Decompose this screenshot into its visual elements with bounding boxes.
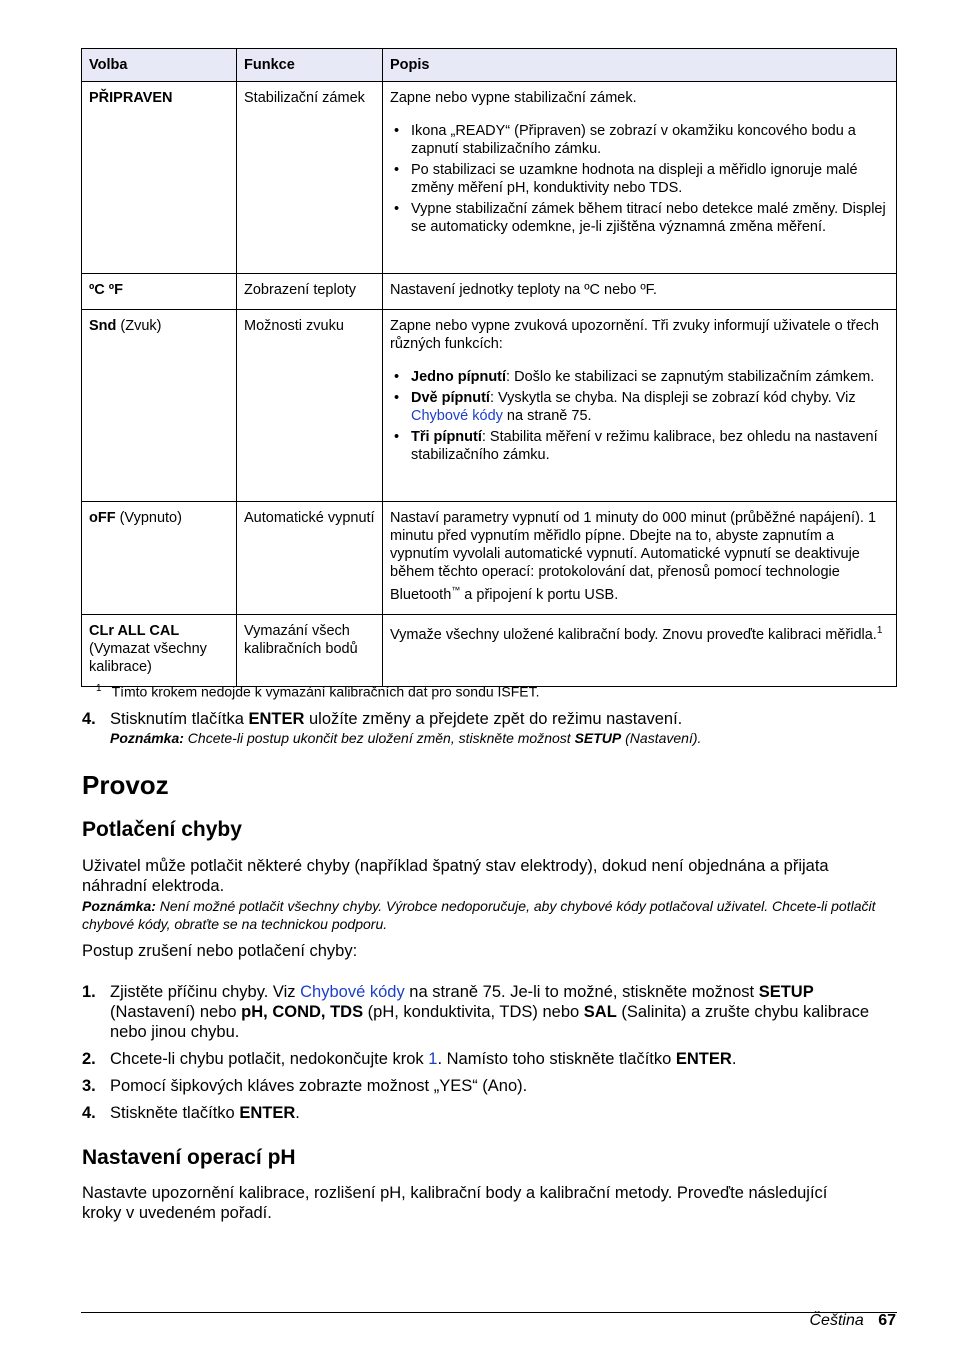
list-item: 3. Pomocí šipkových kláves zobrazte možnost „YES“ (Ano). — [82, 1077, 528, 1095]
option-name: CLr ALL CAL — [89, 622, 180, 639]
table-row: CLr ALL CAL (Vymazat všechny kalibrace) Vymazání všech kalibračních bodů Vymaže všechny uložené kalibrační body. Znovu proveďte kalibraci měřidla.$^1$ — [82, 614, 897, 686]
list-item: • Jedno pípnutí: Došlo ke stabilizaci se zapnutým stabilizačním zámkem. — [390, 368, 889, 386]
list-item: • Po stabilizaci se uzamkne hodnota na displeji a měřidlo ignoruje malé změny měření pH, konduktivity nebo TDS. — [390, 161, 889, 197]
table-header-row — [82, 49, 897, 82]
description-cell: Zapne nebo vypne stabilizační zámek. • Ikona „READY“ (Připraven) se zobrazí v okamžiku koncového bodu a zapnutí stabilizačního zámku. • Po stabilizaci se uzamkne hodnota na displeji a měřidlo ignoruje malé změny měření pH, konduktivity nebo TDS. • Vypne stabilizační zámek během titrací nebo detekce malé změny. Displej se automaticky odemkne, je-li zjištěna významná změna měření. — [383, 82, 897, 274]
header-funkce: Funkce — [237, 49, 383, 82]
list-item: • Vypne stabilizační zámek během titrací nebo detekce malé změny. Displej se automaticky odemkne, je-li zjištěna významná změna měření. — [390, 200, 889, 236]
description-cell: Zapne nebo vypne zvuková upozornění. Tři zvuky informují uživatele o třech různých funkcích: • Jedno pípnutí: Došlo ke stabilizaci se zapnutým stabilizačním zámkem. • Dvě pípnutí: Vyskytla se chyba. Na displeji se zobrazí kód chyby. Viz Chybové kódy na straně 75. • Tři pípnutí: Stabilita měření v režimu kalibrace, bez ohledu na nastavení stabilizačního zámku. — [383, 310, 897, 502]
table-row: Snd (Zvuk) Možnosti zvuku Zapne nebo vypne zvuková upozornění. Tři zvuky informují uživatele o třech různých funkcích: • Jedno pípnutí: Došlo ke stabilizaci se zapnutým stabilizačním zámkem. • Dvě pípnutí: Vyskytla se chyba. Na displeji se zobrazí kód chyby. Viz Chybové kódy na straně 75. • Tři pípnutí: Stabilita měření v režimu kalibrace, bez ohledu na nastavení stabilizačního zámku. — [82, 310, 897, 502]
bullet-list — [390, 368, 889, 464]
table-row — [82, 274, 897, 310]
footer-divider — [81, 1312, 897, 1313]
subsection-title: Nastavení operací pH — [82, 1146, 296, 1169]
function-cell: Vymazání všech kalibračních bodů — [237, 614, 383, 686]
note: Poznámka: Chcete-li postup ukončit bez uložení změn, stiskněte možnost SETUP (Nastavení). — [110, 730, 702, 746]
page-number: 67 — [878, 1312, 896, 1329]
footnote-ref[interactable]: 1 — [876, 624, 883, 636]
list-item: 4. Stiskněte tlačítko ENTER. — [82, 1104, 300, 1122]
note: Poznámka: Není možné potlačit všechny chyby. Výrobce nedoporučuje, aby chybové kódy potlačoval uživatel. Chcete-li potlačit chybové kódy, obraťte se na technickou podporu. — [82, 898, 876, 932]
paragraph: Uživatel může potlačit některé chyby (například špatný stav elektrody), dokud není objednána a přijata náhradní elektroda. — [82, 857, 829, 895]
paragraph: Nastavte upozornění kalibrace, rozlišení pH, kalibrační body a kalibrační metody. Proveďte následující kroky v uvedeném pořadí. — [82, 1184, 828, 1222]
header-volba: Volba — [82, 49, 237, 82]
section-title: Provoz — [82, 770, 169, 800]
footnote: $^1$ Tímto krokem nedojde k vymazání kalibračních dat pro sondu ISFET. — [96, 683, 540, 700]
error-codes-link[interactable]: Chybové kódy — [300, 983, 405, 1001]
steps-list — [82, 982, 897, 1123]
option-name: ºC ºF — [89, 282, 123, 298]
option-name: PŘIPRAVEN — [89, 90, 173, 106]
list-item: • Tři pípnutí: Stabilita měření v režimu kalibrace, bez ohledu na nastavení stabilizačního zámku. — [390, 428, 889, 464]
error-codes-link[interactable]: Chybové kódy — [411, 408, 503, 424]
intro-text: Postup zrušení nebo potlačení chyby: — [82, 942, 358, 960]
function-cell: Možnosti zvuku — [237, 310, 383, 502]
description-cell: Vymaže všechny uložené kalibrační body. Znovu proveďte kalibraci měřidla.$^1$ — [383, 614, 897, 686]
header-popis: Popis — [383, 49, 897, 82]
option-name: Snd — [89, 318, 117, 334]
list-item: • Dvě pípnutí: Vyskytla se chyba. Na displeji se zobrazí kód chyby. Viz Chybové kódy na straně 75. — [390, 389, 889, 425]
footer-language: Čeština — [809, 1312, 864, 1329]
options-table — [81, 48, 897, 687]
page-footer — [810, 1312, 897, 1330]
list-item: 1. Zjistěte příčinu chyby. Viz Chybové kódy na straně 75. Je-li to možné, stiskněte možnost SETUP (Nastavení) nebo pH, COND, TDS (pH, konduktivita, TDS) nebo SAL (Salinita) a zrušte chybu kalibrace nebo jinou chybu. — [82, 983, 869, 1041]
function-cell: Stabilizační zámek — [237, 82, 383, 274]
step-1-link[interactable]: 1 — [428, 1050, 438, 1068]
subsection-title: Potlačení chyby — [82, 818, 242, 841]
option-name: oFF — [89, 510, 116, 526]
description-cell: Nastavení jednotky teploty na ºC nebo ºF. — [383, 274, 897, 310]
list-item: 2. Chcete-li chybu potlačit, nedokončujte krok 1. Namísto toho stiskněte tlačítko ENTER. — [82, 1050, 737, 1068]
function-cell: Automatické vypnutí — [237, 502, 383, 615]
step-4: 4. Stisknutím tlačítka ENTER uložíte změny a přejdete zpět do režimu nastavení. Poznámka: Chcete-li postup ukončit bez uložení změn, stiskněte možnost SETUP (Nastavení). — [82, 709, 897, 747]
table-row — [82, 82, 897, 274]
function-cell: Zobrazení teploty — [237, 274, 383, 310]
table-row: oFF (Vypnuto) Automatické vypnutí Nastaví parametry vypnutí od 1 minuty do 000 minut (průběžné napájení). 1 minutu před vypnutím měřidlo pípne. Dbejte na to, abyste zapnutím a vypnutím vyvolali automatické vypnutí. Automatické vypnutí se deaktivuje během těchto operací: protokolování dat, přenosů pomocí technologie Bluetooth™ a připojení k portu USB. — [82, 502, 897, 615]
bullet-list — [390, 122, 889, 236]
list-item: • Ikona „READY“ (Připraven) se zobrazí v okamžiku koncového bodu a zapnutí stabilizačního zámku. — [390, 122, 889, 158]
description-cell: Nastaví parametry vypnutí od 1 minuty do 000 minut (průběžné napájení). 1 minutu před vypnutím měřidlo pípne. Dbejte na to, abyste zapnutím a vypnutím vyvolali automatické vypnutí. Automatické vypnutí se deaktivuje během těchto operací: protokolování dat, přenosů pomocí technologie Bluetooth™ a připojení k portu USB. — [383, 502, 897, 615]
